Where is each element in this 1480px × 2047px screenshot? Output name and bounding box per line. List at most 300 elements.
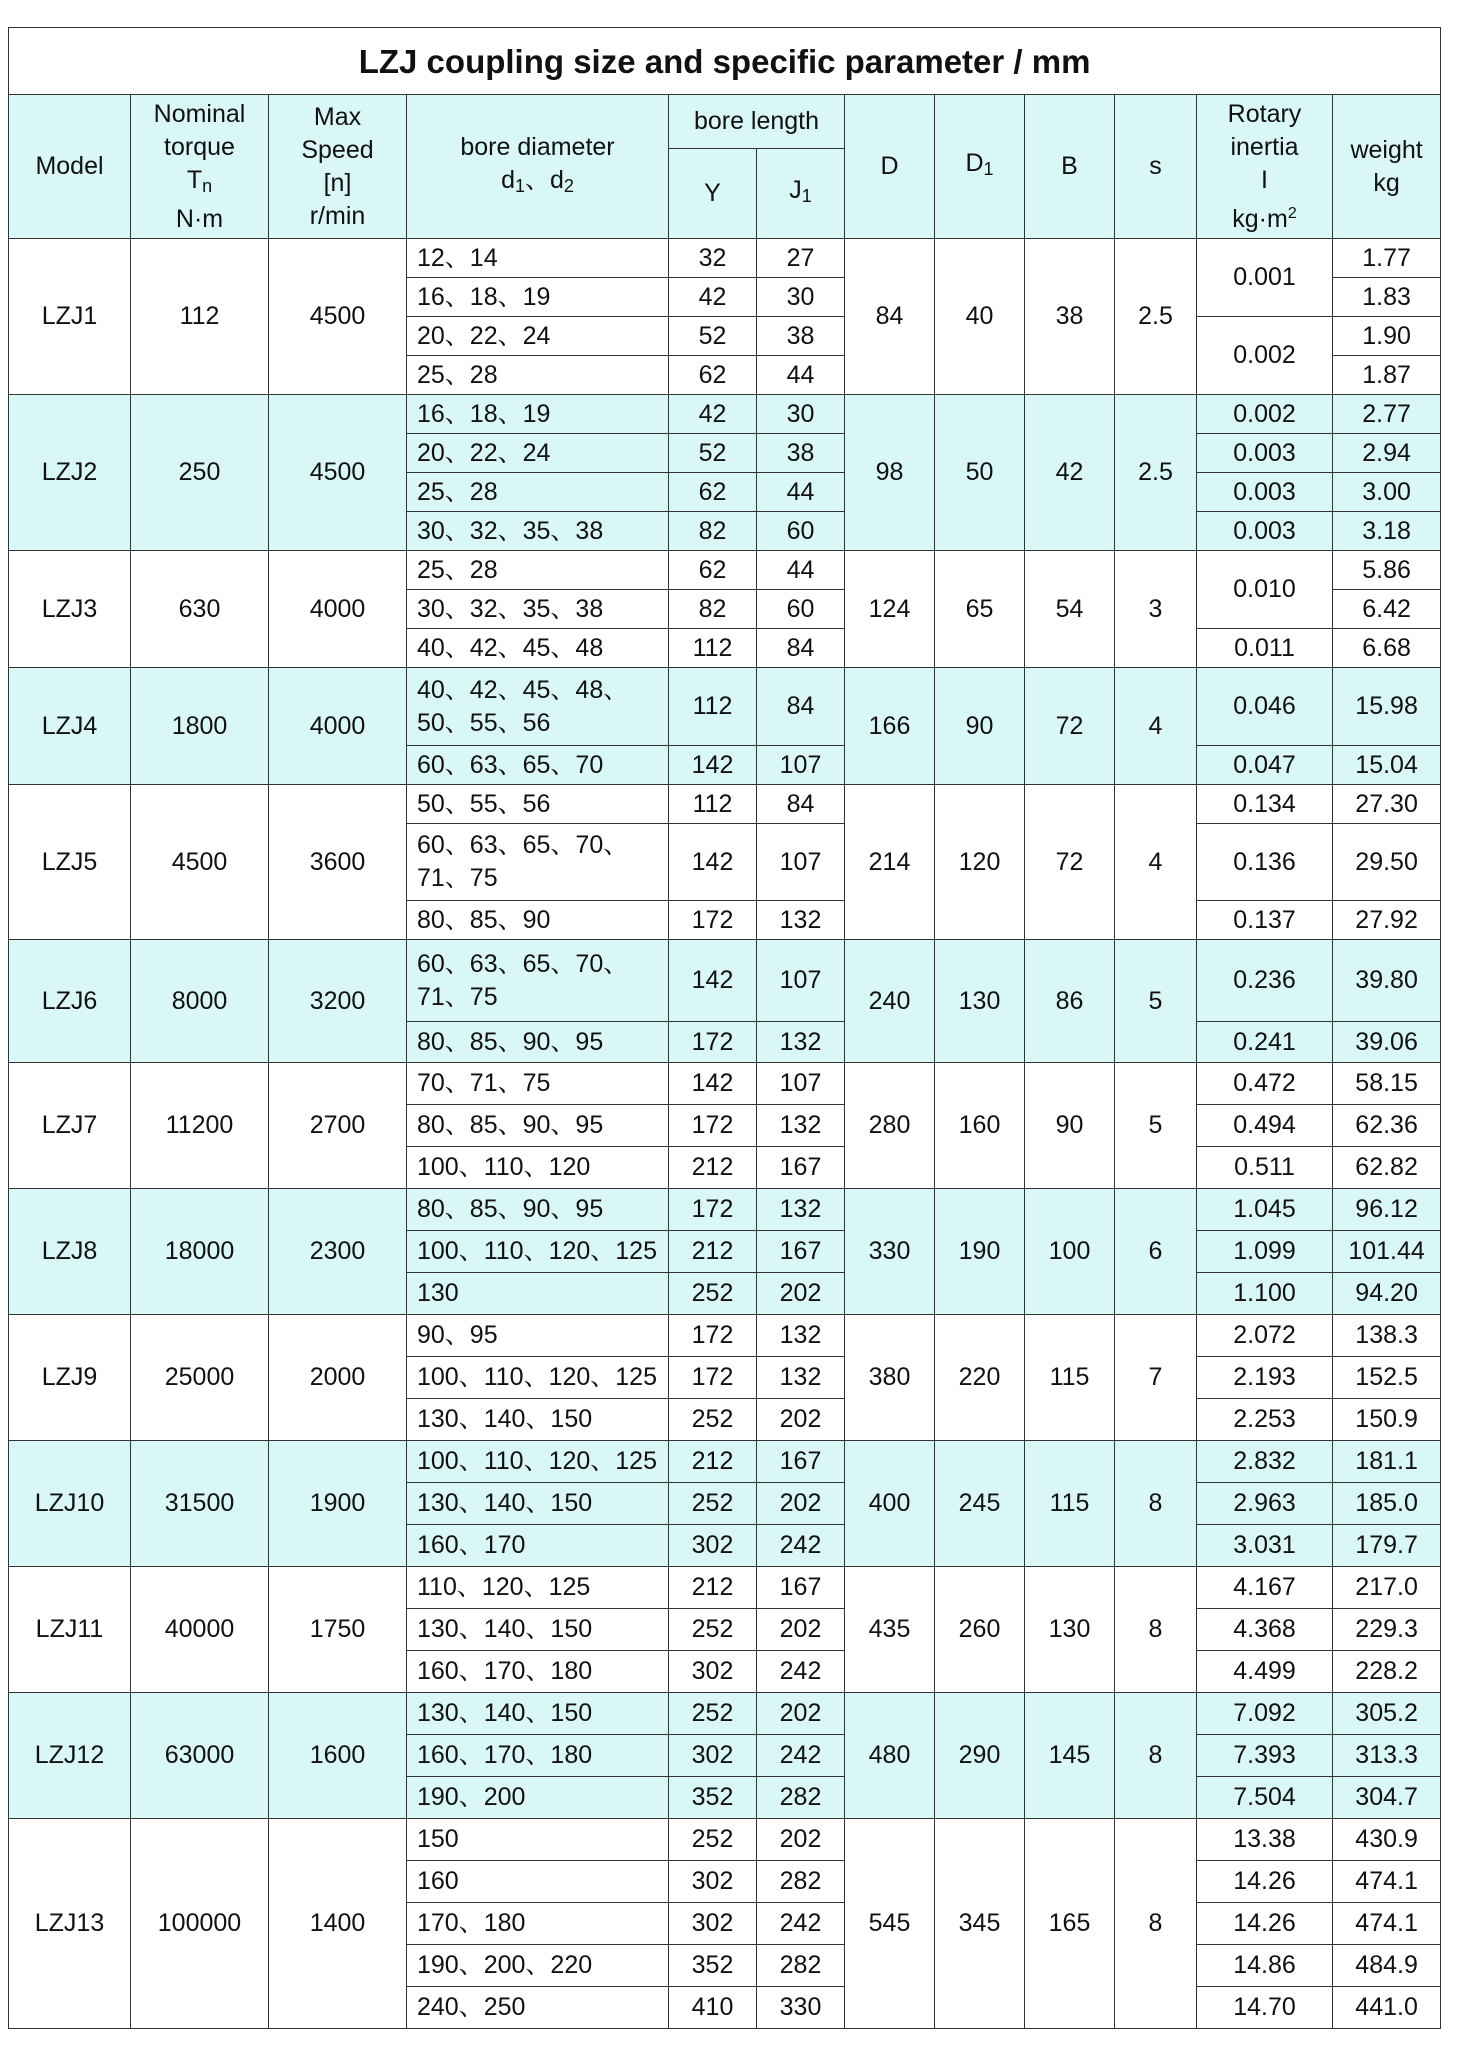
model-cell: LZJ10 [9, 1441, 131, 1567]
bore-length-y-cell: 82 [669, 512, 757, 551]
weight-cell: 39.80 [1333, 940, 1441, 1022]
s-cell: 5 [1115, 1063, 1197, 1189]
bore-diameter-cell: 100、110、120、125 [407, 1441, 669, 1483]
model-group [9, 239, 1441, 395]
model-cell: LZJ5 [9, 785, 131, 940]
bore-length-j1-cell: 132 [757, 1189, 845, 1231]
weight-cell: 229.3 [1333, 1609, 1441, 1651]
bore-diameter-cell: 12、14 [407, 239, 669, 278]
d-cell: 545 [845, 1819, 935, 2029]
weight-cell: 152.5 [1333, 1357, 1441, 1399]
weight-cell: 101.44 [1333, 1231, 1441, 1273]
speed-cell: 4000 [269, 668, 407, 785]
model-cell: LZJ12 [9, 1693, 131, 1819]
bore-length-y-cell: 252 [669, 1693, 757, 1735]
bore-diameter-cell: 60、63、65、70、 71、75 [407, 940, 669, 1022]
bore-length-j1-cell: 30 [757, 278, 845, 317]
inertia-cell: 2.963 [1197, 1483, 1333, 1525]
bore-length-y-cell: 302 [669, 1525, 757, 1567]
weight-cell: 474.1 [1333, 1861, 1441, 1903]
d1-cell: 220 [935, 1315, 1025, 1441]
model-cell: LZJ6 [9, 940, 131, 1063]
d1-cell: 40 [935, 239, 1025, 395]
bore-diameter-cell: 20、22、24 [407, 317, 669, 356]
weight-cell: 313.3 [1333, 1735, 1441, 1777]
header-s: s [1115, 95, 1197, 239]
model-group [9, 1693, 1441, 1819]
bore-length-y-cell: 212 [669, 1567, 757, 1609]
bore-length-y-cell: 212 [669, 1441, 757, 1483]
bore-length-y-cell: 302 [669, 1861, 757, 1903]
header-nominal-torque: Nominal torque $T_n$ N·m [131, 95, 269, 239]
s-cell: 8 [1115, 1441, 1197, 1567]
weight-cell: 304.7 [1333, 1777, 1441, 1819]
model-group [9, 940, 1441, 1063]
bore-length-y-cell: 112 [669, 785, 757, 824]
bore-length-y-cell: 62 [669, 551, 757, 590]
bore-length-j1-cell: 202 [757, 1693, 845, 1735]
bore-length-y-cell: 252 [669, 1819, 757, 1861]
bore-diameter-cell: 100、110、120、125 [407, 1357, 669, 1399]
weight-cell: 2.94 [1333, 434, 1441, 473]
bore-length-j1-cell: 44 [757, 551, 845, 590]
weight-cell: 3.18 [1333, 512, 1441, 551]
bore-length-j1-cell: 242 [757, 1735, 845, 1777]
spec-sheet [8, 27, 1440, 2029]
inertia-cell: 14.26 [1197, 1861, 1333, 1903]
speed-cell: 1900 [269, 1441, 407, 1567]
inertia-cell: 14.26 [1197, 1903, 1333, 1945]
bore-length-y-cell: 112 [669, 668, 757, 746]
inertia-cell: 0.046 [1197, 668, 1333, 746]
d1-cell: 90 [935, 668, 1025, 785]
bore-length-y-cell: 252 [669, 1483, 757, 1525]
header-bore-diameter: bore diameter $d_1$、$d_2$ [407, 95, 669, 239]
weight-cell: 474.1 [1333, 1903, 1441, 1945]
bore-length-y-cell: 32 [669, 239, 757, 278]
bore-diameter-cell: 25、28 [407, 356, 669, 395]
bore-length-j1-cell: 202 [757, 1609, 845, 1651]
bore-length-y-cell: 212 [669, 1147, 757, 1189]
header-rotary-inertia: Rotary inertia I $kg\cdot m^2$ [1197, 95, 1333, 239]
b-cell: 145 [1025, 1693, 1115, 1819]
bore-length-y-cell: 42 [669, 395, 757, 434]
weight-cell: 150.9 [1333, 1399, 1441, 1441]
inertia-cell: 2.193 [1197, 1357, 1333, 1399]
model-cell: LZJ2 [9, 395, 131, 551]
header-y: Y [669, 149, 757, 239]
weight-cell: 3.00 [1333, 473, 1441, 512]
bore-length-j1-cell: 84 [757, 668, 845, 746]
bore-length-y-cell: 172 [669, 1022, 757, 1063]
bore-diameter-cell: 130、140、150 [407, 1609, 669, 1651]
s-cell: 6 [1115, 1189, 1197, 1315]
d-cell: 240 [845, 940, 935, 1063]
weight-cell: 58.15 [1333, 1063, 1441, 1105]
bore-length-j1-cell: 167 [757, 1567, 845, 1609]
model-group [9, 785, 1441, 940]
s-cell: 4 [1115, 668, 1197, 785]
model-cell: LZJ8 [9, 1189, 131, 1315]
model-cell: LZJ13 [9, 1819, 131, 2029]
model-group [9, 551, 1441, 668]
d-cell: 400 [845, 1441, 935, 1567]
bore-diameter-cell: 100、110、120 [407, 1147, 669, 1189]
inertia-cell: 0.002 [1197, 395, 1333, 434]
inertia-cell: 3.031 [1197, 1525, 1333, 1567]
bore-length-y-cell: 142 [669, 1063, 757, 1105]
b-cell: 72 [1025, 668, 1115, 785]
table-row [9, 940, 1441, 1022]
weight-cell: 6.42 [1333, 590, 1441, 629]
speed-cell: 1600 [269, 1693, 407, 1819]
bore-diameter-cell: 30、32、35、38 [407, 512, 669, 551]
inertia-cell: 0.137 [1197, 901, 1333, 940]
table-row [9, 239, 1441, 278]
torque-cell: 4500 [131, 785, 269, 940]
bore-diameter-cell: 60、63、65、70 [407, 746, 669, 785]
inertia-cell: 1.045 [1197, 1189, 1333, 1231]
header-model: Model [9, 95, 131, 239]
header-d: D [845, 95, 935, 239]
header-max-speed: Max Speed [n] r/min [269, 95, 407, 239]
bore-length-y-cell: 352 [669, 1945, 757, 1987]
inertia-cell: 4.499 [1197, 1651, 1333, 1693]
table-row [9, 551, 1441, 590]
bore-length-j1-cell: 107 [757, 746, 845, 785]
d-cell: 84 [845, 239, 935, 395]
model-group [9, 1441, 1441, 1567]
weight-cell: 179.7 [1333, 1525, 1441, 1567]
weight-cell: 1.77 [1333, 239, 1441, 278]
d1-cell: 130 [935, 940, 1025, 1063]
d1-cell: 260 [935, 1567, 1025, 1693]
bore-length-j1-cell: 282 [757, 1861, 845, 1903]
weight-cell: 138.3 [1333, 1315, 1441, 1357]
bore-length-y-cell: 52 [669, 317, 757, 356]
torque-cell: 100000 [131, 1819, 269, 2029]
bore-diameter-cell: 130、140、150 [407, 1693, 669, 1735]
bore-length-y-cell: 142 [669, 824, 757, 901]
inertia-cell: 4.167 [1197, 1567, 1333, 1609]
torque-cell: 25000 [131, 1315, 269, 1441]
bore-length-y-cell: 172 [669, 1189, 757, 1231]
bore-length-y-cell: 62 [669, 356, 757, 395]
b-cell: 86 [1025, 940, 1115, 1063]
inertia-cell: 0.001 [1197, 239, 1333, 317]
bore-length-j1-cell: 132 [757, 1315, 845, 1357]
d1-cell: 245 [935, 1441, 1025, 1567]
inertia-cell: 7.393 [1197, 1735, 1333, 1777]
weight-cell: 27.30 [1333, 785, 1441, 824]
inertia-cell: 0.134 [1197, 785, 1333, 824]
s-cell: 4 [1115, 785, 1197, 940]
table-row [9, 1189, 1441, 1231]
d1-cell: 120 [935, 785, 1025, 940]
inertia-cell: 0.494 [1197, 1105, 1333, 1147]
weight-cell: 181.1 [1333, 1441, 1441, 1483]
torque-cell: 63000 [131, 1693, 269, 1819]
inertia-cell: 0.003 [1197, 434, 1333, 473]
bore-length-j1-cell: 107 [757, 1063, 845, 1105]
header-b: B [1025, 95, 1115, 239]
b-cell: 38 [1025, 239, 1115, 395]
bore-diameter-cell: 90、95 [407, 1315, 669, 1357]
inertia-cell: 2.253 [1197, 1399, 1333, 1441]
bore-length-y-cell: 252 [669, 1273, 757, 1315]
bore-diameter-cell: 130 [407, 1273, 669, 1315]
d-cell: 166 [845, 668, 935, 785]
bore-diameter-cell: 40、42、45、48 [407, 629, 669, 668]
bore-diameter-cell: 80、85、90、95 [407, 1105, 669, 1147]
weight-cell: 228.2 [1333, 1651, 1441, 1693]
table-row [9, 1315, 1441, 1357]
header-bore-length: bore length [669, 95, 845, 149]
table-row [9, 1819, 1441, 1861]
bore-length-y-cell: 112 [669, 629, 757, 668]
bore-length-y-cell: 142 [669, 940, 757, 1022]
table-title: LZJ coupling size and specific parameter / mm [9, 28, 1441, 95]
inertia-cell: 0.241 [1197, 1022, 1333, 1063]
model-cell: LZJ11 [9, 1567, 131, 1693]
model-cell: LZJ4 [9, 668, 131, 785]
d-cell: 98 [845, 395, 935, 551]
table-row [9, 668, 1441, 746]
coupling-parameter-table [8, 27, 1441, 2029]
b-cell: 165 [1025, 1819, 1115, 2029]
s-cell: 8 [1115, 1693, 1197, 1819]
b-cell: 72 [1025, 785, 1115, 940]
bore-diameter-cell: 160、170 [407, 1525, 669, 1567]
bore-diameter-cell: 25、28 [407, 473, 669, 512]
bore-diameter-cell: 60、63、65、70、 71、75 [407, 824, 669, 901]
weight-cell: 6.68 [1333, 629, 1441, 668]
bore-diameter-cell: 16、18、19 [407, 278, 669, 317]
inertia-cell: 0.511 [1197, 1147, 1333, 1189]
bore-diameter-cell: 80、85、90、95 [407, 1189, 669, 1231]
bore-diameter-cell: 170、180 [407, 1903, 669, 1945]
bore-diameter-cell: 40、42、45、48、 50、55、56 [407, 668, 669, 746]
bore-length-j1-cell: 242 [757, 1903, 845, 1945]
speed-cell: 2700 [269, 1063, 407, 1189]
s-cell: 2.5 [1115, 239, 1197, 395]
inertia-cell: 13.38 [1197, 1819, 1333, 1861]
bore-length-j1-cell: 330 [757, 1987, 845, 2029]
bore-length-y-cell: 302 [669, 1903, 757, 1945]
bore-diameter-cell: 110、120、125 [407, 1567, 669, 1609]
d-cell: 124 [845, 551, 935, 668]
weight-cell: 62.82 [1333, 1147, 1441, 1189]
b-cell: 90 [1025, 1063, 1115, 1189]
bore-length-y-cell: 252 [669, 1609, 757, 1651]
d1-cell: 65 [935, 551, 1025, 668]
weight-cell: 15.04 [1333, 746, 1441, 785]
bore-length-j1-cell: 132 [757, 901, 845, 940]
model-group [9, 1315, 1441, 1441]
model-group [9, 668, 1441, 785]
table-row [9, 1441, 1441, 1483]
b-cell: 42 [1025, 395, 1115, 551]
inertia-cell: 7.092 [1197, 1693, 1333, 1735]
bore-diameter-cell: 130、140、150 [407, 1399, 669, 1441]
bore-length-j1-cell: 167 [757, 1147, 845, 1189]
model-group [9, 1063, 1441, 1189]
inertia-cell: 0.236 [1197, 940, 1333, 1022]
model-cell: LZJ3 [9, 551, 131, 668]
inertia-cell: 0.472 [1197, 1063, 1333, 1105]
bore-length-j1-cell: 242 [757, 1525, 845, 1567]
d1-cell: 345 [935, 1819, 1025, 2029]
d-cell: 435 [845, 1567, 935, 1693]
bore-length-j1-cell: 107 [757, 940, 845, 1022]
bore-length-j1-cell: 60 [757, 590, 845, 629]
bore-length-y-cell: 172 [669, 901, 757, 940]
weight-cell: 15.98 [1333, 668, 1441, 746]
weight-cell: 430.9 [1333, 1819, 1441, 1861]
bore-length-j1-cell: 38 [757, 434, 845, 473]
d-cell: 480 [845, 1693, 935, 1819]
bore-length-j1-cell: 38 [757, 317, 845, 356]
bore-length-y-cell: 62 [669, 473, 757, 512]
inertia-cell: 0.047 [1197, 746, 1333, 785]
bore-length-y-cell: 302 [669, 1651, 757, 1693]
bore-length-j1-cell: 132 [757, 1357, 845, 1399]
weight-cell: 39.06 [1333, 1022, 1441, 1063]
inertia-cell: 2.832 [1197, 1441, 1333, 1483]
speed-cell: 1400 [269, 1819, 407, 2029]
weight-cell: 185.0 [1333, 1483, 1441, 1525]
bore-diameter-cell: 80、85、90 [407, 901, 669, 940]
bore-length-j1-cell: 132 [757, 1105, 845, 1147]
bore-length-y-cell: 82 [669, 590, 757, 629]
bore-length-y-cell: 172 [669, 1105, 757, 1147]
inertia-cell: 7.504 [1197, 1777, 1333, 1819]
inertia-cell: 0.136 [1197, 824, 1333, 901]
b-cell: 54 [1025, 551, 1115, 668]
inertia-cell: 0.002 [1197, 317, 1333, 395]
bore-diameter-cell: 100、110、120、125 [407, 1231, 669, 1273]
b-cell: 115 [1025, 1441, 1115, 1567]
bore-length-y-cell: 52 [669, 434, 757, 473]
d-cell: 380 [845, 1315, 935, 1441]
weight-cell: 5.86 [1333, 551, 1441, 590]
d1-cell: 290 [935, 1693, 1025, 1819]
bore-length-j1-cell: 84 [757, 629, 845, 668]
bore-length-y-cell: 410 [669, 1987, 757, 2029]
speed-cell: 4500 [269, 239, 407, 395]
bore-diameter-cell: 16、18、19 [407, 395, 669, 434]
torque-cell: 112 [131, 239, 269, 395]
bore-length-y-cell: 212 [669, 1231, 757, 1273]
weight-cell: 1.83 [1333, 278, 1441, 317]
speed-cell: 3600 [269, 785, 407, 940]
bore-diameter-cell: 190、200、220 [407, 1945, 669, 1987]
bore-length-j1-cell: 202 [757, 1273, 845, 1315]
bore-diameter-cell: 160、170、180 [407, 1651, 669, 1693]
bore-diameter-cell: 160、170、180 [407, 1735, 669, 1777]
table-row [9, 1567, 1441, 1609]
bore-diameter-cell: 25、28 [407, 551, 669, 590]
torque-cell: 8000 [131, 940, 269, 1063]
inertia-cell: 4.368 [1197, 1609, 1333, 1651]
table-row [9, 1063, 1441, 1105]
d1-cell: 50 [935, 395, 1025, 551]
bore-length-j1-cell: 167 [757, 1231, 845, 1273]
weight-cell: 217.0 [1333, 1567, 1441, 1609]
weight-cell: 305.2 [1333, 1693, 1441, 1735]
model-group [9, 1819, 1441, 2029]
torque-cell: 18000 [131, 1189, 269, 1315]
torque-cell: 1800 [131, 668, 269, 785]
s-cell: 5 [1115, 940, 1197, 1063]
header-j1: $J_1$ [757, 149, 845, 239]
bore-length-j1-cell: 202 [757, 1819, 845, 1861]
weight-cell: 484.9 [1333, 1945, 1441, 1987]
d1-cell: 160 [935, 1063, 1025, 1189]
s-cell: 3 [1115, 551, 1197, 668]
s-cell: 8 [1115, 1819, 1197, 2029]
weight-cell: 441.0 [1333, 1987, 1441, 2029]
inertia-cell: 0.003 [1197, 512, 1333, 551]
speed-cell: 2000 [269, 1315, 407, 1441]
inertia-cell: 1.099 [1197, 1231, 1333, 1273]
bore-diameter-cell: 240、250 [407, 1987, 669, 2029]
bore-length-j1-cell: 60 [757, 512, 845, 551]
inertia-cell: 1.100 [1197, 1273, 1333, 1315]
torque-cell: 11200 [131, 1063, 269, 1189]
bore-length-j1-cell: 242 [757, 1651, 845, 1693]
bore-length-y-cell: 172 [669, 1357, 757, 1399]
model-group [9, 1189, 1441, 1315]
bore-length-j1-cell: 30 [757, 395, 845, 434]
bore-length-j1-cell: 44 [757, 473, 845, 512]
header-weight: weight kg [1333, 95, 1441, 239]
weight-cell: 94.20 [1333, 1273, 1441, 1315]
weight-cell: 29.50 [1333, 824, 1441, 901]
weight-cell: 2.77 [1333, 395, 1441, 434]
model-cell: LZJ7 [9, 1063, 131, 1189]
speed-cell: 1750 [269, 1567, 407, 1693]
inertia-cell: 0.011 [1197, 629, 1333, 668]
bore-diameter-cell: 130、140、150 [407, 1483, 669, 1525]
bore-length-j1-cell: 44 [757, 356, 845, 395]
s-cell: 7 [1115, 1315, 1197, 1441]
d-cell: 214 [845, 785, 935, 940]
d-cell: 280 [845, 1063, 935, 1189]
bore-length-j1-cell: 107 [757, 824, 845, 901]
torque-cell: 630 [131, 551, 269, 668]
bore-length-j1-cell: 132 [757, 1022, 845, 1063]
weight-cell: 96.12 [1333, 1189, 1441, 1231]
bore-diameter-cell: 80、85、90、95 [407, 1022, 669, 1063]
bore-length-j1-cell: 202 [757, 1483, 845, 1525]
bore-length-j1-cell: 202 [757, 1399, 845, 1441]
bore-diameter-cell: 190、200 [407, 1777, 669, 1819]
table-row [9, 785, 1441, 824]
b-cell: 100 [1025, 1189, 1115, 1315]
bore-diameter-cell: 160 [407, 1861, 669, 1903]
inertia-cell: 0.003 [1197, 473, 1333, 512]
s-cell: 2.5 [1115, 395, 1197, 551]
bore-length-j1-cell: 282 [757, 1777, 845, 1819]
inertia-cell: 0.010 [1197, 551, 1333, 629]
b-cell: 115 [1025, 1315, 1115, 1441]
bore-length-y-cell: 172 [669, 1315, 757, 1357]
bore-length-y-cell: 42 [669, 278, 757, 317]
s-cell: 8 [1115, 1567, 1197, 1693]
bore-diameter-cell: 70、71、75 [407, 1063, 669, 1105]
speed-cell: 4000 [269, 551, 407, 668]
